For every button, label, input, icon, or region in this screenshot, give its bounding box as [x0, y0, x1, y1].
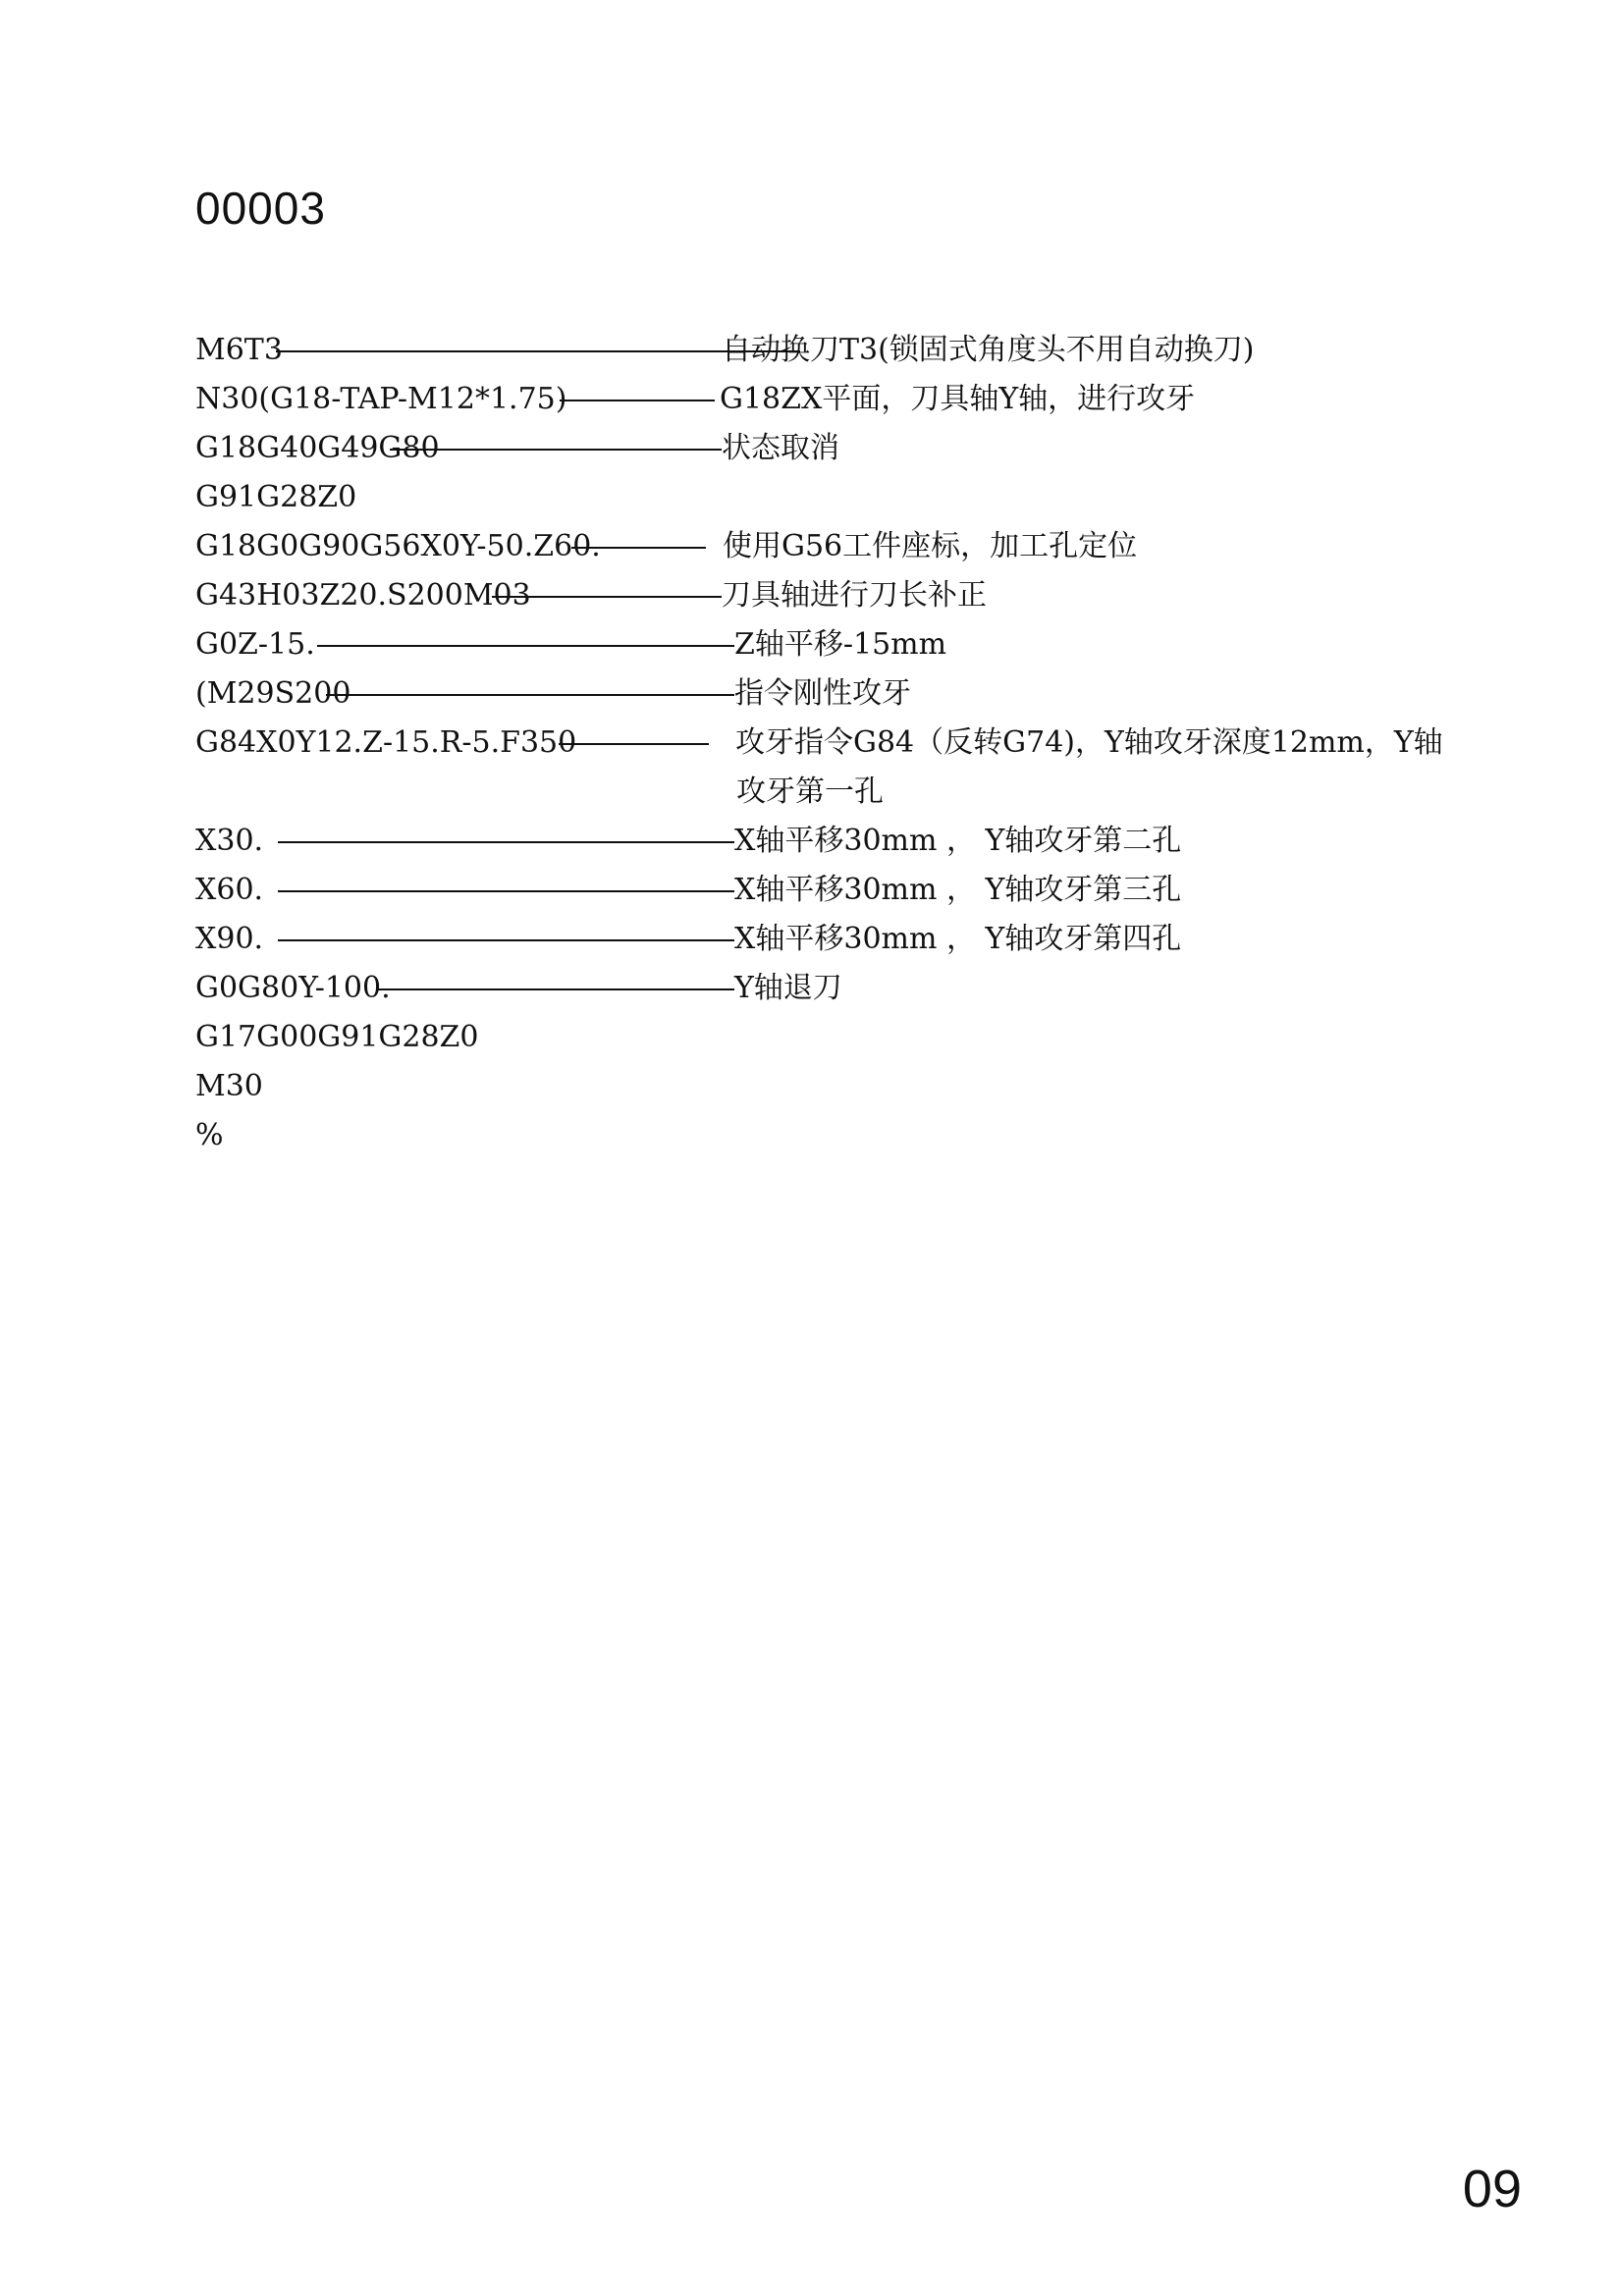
page-number: 09: [1462, 2160, 1522, 2218]
leader-dash: [317, 645, 734, 647]
g-code: G0Z-15.: [195, 627, 315, 662]
g-code: G17G00G91G28Z0: [195, 1020, 479, 1054]
code-comment: 攻牙第一孔: [736, 774, 884, 809]
code-comment: Y轴退刀: [734, 971, 842, 1005]
g-code: G18G40G49G80: [195, 431, 440, 465]
g-code: %: [195, 1118, 224, 1152]
g-code: X90.: [195, 922, 264, 956]
g-code: X60.: [195, 873, 264, 907]
leader-dash: [278, 841, 734, 843]
leader-dash: [559, 743, 709, 745]
leader-dash: [278, 890, 734, 892]
leader-dash: [571, 547, 706, 549]
g-code: G43H03Z20.S200M03: [195, 578, 531, 613]
g-code: M30: [195, 1069, 263, 1103]
g-code: M6T3: [195, 333, 283, 367]
leader-dash: [492, 596, 722, 598]
code-comment: X轴平移30mm ， Y轴攻牙第四孔: [734, 922, 1182, 956]
program-number: 00003: [195, 183, 326, 234]
leader-dash: [378, 988, 734, 990]
leader-dash: [278, 939, 734, 941]
code-comment: G18ZX平面，刀具轴Y轴，进行攻牙: [720, 382, 1196, 416]
g-code: X30.: [195, 824, 264, 858]
g-code: N30(G18-TAP-M12*1.75): [195, 382, 567, 416]
code-comment: 刀具轴进行刀长补正: [722, 578, 987, 613]
leader-dash: [326, 694, 734, 696]
g-code: G91G28Z0: [195, 480, 357, 514]
code-comment: 状态取消: [722, 431, 839, 465]
code-comment: 攻牙指令G84（反转G74)，Y轴攻牙深度12mm，Y轴: [735, 725, 1443, 760]
code-comment: X轴平移30mm ， Y轴攻牙第二孔: [734, 824, 1182, 858]
code-comment: Z轴平移-15mm: [734, 627, 947, 662]
leader-dash: [560, 400, 715, 401]
code-comment: 自动换刀T3(锁固式角度头不用自动换刀): [722, 333, 1255, 367]
code-comment: 指令刚性攻牙: [734, 676, 911, 711]
g-code: G0G80Y-100.: [195, 971, 391, 1005]
g-code: G84X0Y12.Z-15.R-5.F350: [195, 725, 577, 760]
code-comment: X轴平移30mm ， Y轴攻牙第三孔: [734, 873, 1182, 907]
code-comment: 使用G56工件座标，加工孔定位: [723, 529, 1138, 563]
leader-dash: [390, 449, 722, 451]
g-code: (M29S200: [195, 676, 351, 711]
g-code: G18G0G90G56X0Y-50.Z60.: [195, 529, 601, 563]
